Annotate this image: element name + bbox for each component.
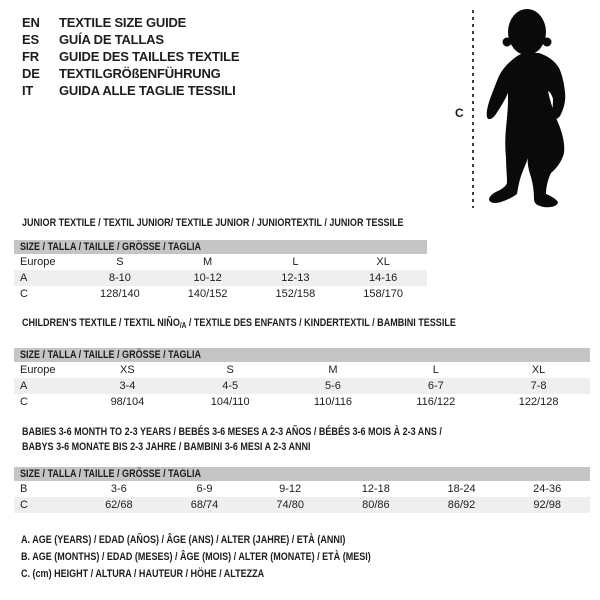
section-title-line1: BABIES 3-6 MONTH TO 2-3 YEARS / BEBÉS 3-6 MESES A 2-3 AÑOS / BÉBÉS 3-6 MOIS À 2-3 ANS / [22,426,442,438]
table-cell: 18-24 [447,483,476,495]
table-cell: 10-12 [193,272,222,284]
table-cell: 8-10 [108,272,131,284]
table-cell: 152/158 [275,288,316,300]
table-row [14,286,427,302]
row-label: A [20,272,28,284]
table-cell: 12-13 [281,272,310,284]
table-row [14,378,590,394]
size-header-bar [14,240,427,254]
section-title-line2: BABYS 3-6 MONATE BIS 2-3 JAHRE / BAMBINI 3-6 MESI A 2-3 ANNI [22,441,311,453]
legend-row-de [22,65,239,82]
row-label: C [20,288,28,300]
footnote-c [21,566,448,583]
footnote-text: C. (cm) HEIGHT / ALTURA / HAUTEUR / HÖHE / ALTEZZA [21,568,265,580]
footnote-text: B. AGE (MONTHS) / EDAD (MESES) / ÂGE (MOIS) / ALTER (MONATE) / ETÀ (MESI) [21,551,371,563]
table-cell: 6-9 [196,483,213,495]
footnote-b [21,549,448,566]
legend-text: GUIDE DES TAILLES TEXTILE [59,49,240,64]
size-header-bar [14,348,590,362]
title-subscript: /A [179,321,187,330]
table-cell: 92/98 [533,499,561,511]
size-header-text: SIZE / TALLA / TAILLE / GRÖSSE / TAGLIA [20,349,202,361]
table-cell: 14-16 [369,272,398,284]
table-cell: M [203,256,213,268]
legend-text: TEXTILE SIZE GUIDE [59,15,187,30]
legend-code: FR [22,49,39,64]
table-row [14,394,590,410]
table-row [14,270,427,286]
table-cell: 4-5 [222,380,239,392]
table-cell: 98/104 [110,396,145,408]
footnotes [21,532,448,583]
table-cell: 128/140 [99,288,140,300]
table-cell: 158/170 [363,288,403,300]
table-cell: S [226,364,234,376]
height-measure-dotted-line [472,10,474,208]
height-measure-label: C [455,106,464,120]
table-cell: 80/86 [362,499,390,511]
table-cell: XL [376,256,390,268]
babies-size-table [14,467,590,513]
section-title-babies [22,425,534,455]
table-cell: 5-6 [325,380,341,392]
legend-row-it [22,82,239,99]
table-cell: 86/92 [447,499,476,511]
table-cell: 122/128 [518,396,559,408]
table-row [14,254,427,270]
legend-code: IT [22,83,34,98]
row-label: Europe [20,364,56,376]
legend-text: GUIDA ALLE TAGLIE TESSILI [59,83,236,98]
section-title-text [22,316,456,333]
title-part: CHILDREN'S TEXTILE / TEXTIL NIÑO [22,317,180,329]
table-cell: XS [120,364,135,376]
legend-code: ES [22,32,39,47]
table-cell: 62/68 [105,499,133,511]
legend-code: EN [22,15,40,30]
table-cell: L [432,364,439,376]
table-cell: XL [531,364,546,376]
section-title-text: JUNIOR TEXTILE / TEXTIL JUNIOR/ TEXTILE JUNIOR / JUNIORTEXTIL / JUNIOR TESSILE [22,217,404,229]
size-header-text: SIZE / TALLA / TAILLE / GRÖSSE / TAGLIA [20,468,202,480]
legend-code: DE [22,66,40,81]
title-part: / TEXTILE DES ENFANTS / KINDERTEXTIL / BAMBINI TESSILE [186,317,456,329]
legend-row-es [22,31,239,48]
table-row [14,481,590,497]
table-cell: 12-18 [361,483,390,495]
row-label: C [20,396,28,408]
size-header-bar [14,467,590,481]
row-label: Europe [20,256,56,268]
table-cell: 7-8 [530,380,547,392]
legend-text: TEXTILGRÖßENFÜHRUNG [59,66,221,81]
baby-silhouette [478,8,596,212]
children-size-table [14,348,590,410]
legend-row-fr [22,48,239,65]
language-legend [22,14,239,99]
table-cell: 74/80 [276,499,304,511]
legend-text: GUÍA DE TALLAS [59,32,164,47]
footnote-a [21,532,448,549]
size-header-text: SIZE / TALLA / TAILLE / GRÖSSE / TAGLIA [20,241,202,253]
row-label: C [20,499,28,511]
table-cell: S [116,256,124,268]
table-cell: 3-6 [110,483,127,495]
table-cell: 6-7 [427,380,444,392]
table-cell: 9-12 [279,483,302,495]
section-title-junior [22,216,487,231]
table-cell: 3-4 [119,380,136,392]
table-cell: 24-36 [533,483,562,495]
table-cell: 110/116 [313,396,353,408]
table-cell: 140/152 [187,288,228,300]
table-cell: 116/122 [416,396,456,408]
row-label: B [20,483,28,495]
table-row [14,497,590,513]
table-row [14,362,590,378]
table-cell: 104/110 [210,396,250,408]
table-cell: 68/74 [190,499,219,511]
footnote-text: A. AGE (YEARS) / EDAD (AÑOS) / ÂGE (ANS) / ALTER (JAHRE) / ETÀ (ANNI) [21,534,346,546]
table-cell: L [292,256,299,268]
row-label: A [20,380,28,392]
junior-size-table [14,240,427,302]
table-cell: M [328,364,338,376]
section-title-children [22,316,551,333]
legend-row-en [22,14,239,31]
